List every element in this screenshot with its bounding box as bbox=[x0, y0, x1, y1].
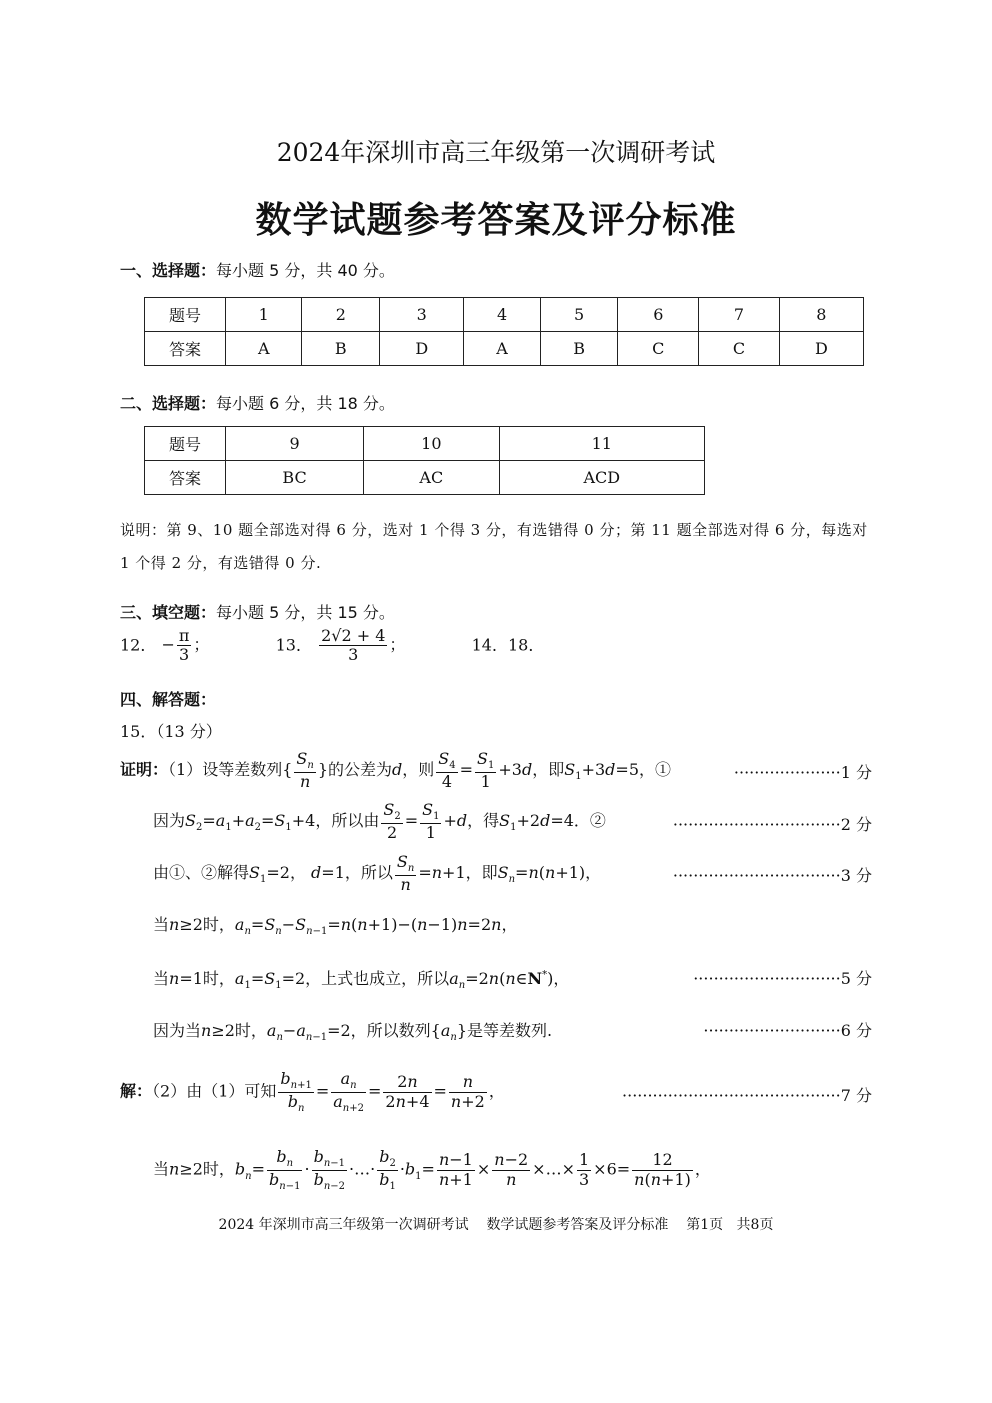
table-row: 答案 A B D A B C C D bbox=[145, 332, 864, 366]
proof-line-5: 当n=1时，$a_1=S_1=2$，上式也成立，所以$a_n=2n(n\in N^*)$， bbox=[153, 969, 570, 992]
proof-line-6: 因为当n≥2时，$a_n-a_{n-1}=2$，所以数列$\{a_n\}$是等差数列. bbox=[153, 1021, 553, 1044]
answer-12: − $\frac{\pi}{3}$ ； bbox=[161, 626, 210, 665]
row-label: 题号 bbox=[145, 427, 226, 461]
q15-label: 15．（13 分） bbox=[120, 722, 222, 741]
section1-answer-table bbox=[144, 297, 864, 366]
row-label: 答案 bbox=[145, 332, 226, 366]
score-3: ·································3 分 bbox=[672, 866, 872, 885]
table-row: 题号 9 10 11 bbox=[145, 427, 705, 461]
section1-heading: 一、选择题：每小题 5 分，共 40 分。 bbox=[120, 261, 395, 280]
solution-line-1: 解：（2）由（1）可知 $\frac{b_{n+1}}{b_n}$ = $\frac{a_n}{a_{n+2}}$ = $\frac{2n}{2n+4}$ = $\frac{n}{n+2}$ ， bbox=[120, 1069, 505, 1114]
proof-line-4: 当n≥2时，$a_n=S_n-S_{n-1}=n(n+1)-(n-1)n=2n$， bbox=[153, 915, 518, 938]
table-row: 题号 1 2 3 4 5 6 7 8 bbox=[145, 298, 864, 332]
solution-line-2: 当n≥2时，$b_n=$ $\frac{b_n}{b_{n-1}}$ · $\frac{b_{n-1}}{b_{n-2}}$ ·…· $\frac{b_2}{b_1}$ $\cdot b_1=$ $\frac{n-1}{n+1}$ × $\frac{n-2}{n}$ ×…× $\frac{1}{3}$ ×6= $\frac{12}{n(n+1)}$ ， bbox=[153, 1147, 711, 1192]
page-title: 2024年深圳市高三年级第一次调研考试 bbox=[276, 138, 716, 167]
proof-line-2: 因为$S_2=a_1+a_2=S_1+4$，所以由 $\frac{S_2}{2}$ = $\frac{S_1}{1}$ +d，得$S_1+2d=4$．② bbox=[153, 800, 606, 842]
page-number: 第1页 bbox=[686, 1217, 724, 1233]
score-2: ·································2 分 bbox=[672, 815, 872, 834]
page-total: 共8页 bbox=[736, 1217, 774, 1233]
row-label: 答案 bbox=[145, 461, 226, 495]
table-row: 答案 BC AC ACD bbox=[145, 461, 705, 495]
page-footer: 2024 年深圳市高三年级第一次调研考试 数学试题参考答案及评分标准 第1页 共8页 bbox=[218, 1217, 774, 1233]
section2-answer-table bbox=[144, 426, 705, 495]
scoring-note: 说明：第 9、10 题全部选对得 6 分，选对 1 个得 3 分，有选错得 0 分；第 11 题全部选对得 6 分，每选对 1 个得 2 分，有选错得 0 分. bbox=[120, 521, 868, 572]
proof-line-1: 证明：（1）设等差数列{ $\frac{S_n}{n}$ }的公差为d，则 $\frac{S_4}{4}$ = $\frac{S_1}{1}$ +3d，即$S_1+3d=5$，① bbox=[120, 749, 671, 791]
score-6: ···········································7 分 bbox=[622, 1086, 872, 1105]
page-subtitle: 数学试题参考答案及评分标准 bbox=[255, 200, 737, 241]
answer-14: 18． bbox=[507, 635, 545, 655]
score-5: ···························6 分 bbox=[703, 1021, 872, 1040]
score-4: ·····························5 分 bbox=[693, 969, 872, 988]
section2-heading: 二、选择题：每小题 6 分，共 18 分。 bbox=[120, 394, 395, 413]
answer-13: $\frac{2√2 + 4}{3}$ ； bbox=[321, 626, 406, 665]
fill-in-answers: 12． − $\frac{\pi}{3}$ ； 13． $\frac{2√2 + 4}{3}$ ； 14．18． bbox=[120, 626, 545, 665]
row-label: 题号 bbox=[145, 298, 226, 332]
proof-line-3: 由①、②解得$S_1=2$， d=1，所以 $\frac{S_n}{n}$ =n+1，即$S_n=n(n+1)$， bbox=[153, 852, 602, 894]
score-1: ·····················1 分 bbox=[733, 763, 872, 782]
section4-heading: 四、解答题： bbox=[120, 690, 217, 709]
section3-heading: 三、填空题：每小题 5 分，共 15 分。 bbox=[120, 603, 395, 622]
